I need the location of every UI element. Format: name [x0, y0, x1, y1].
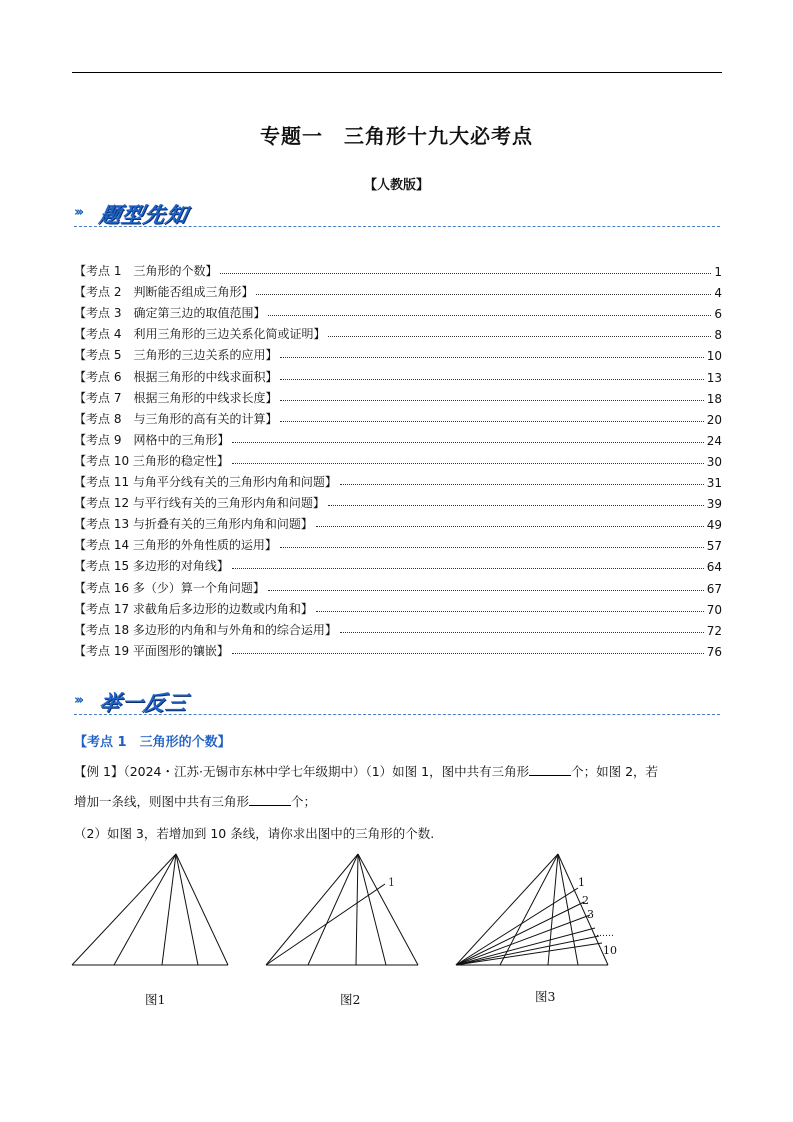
toc-entry[interactable] — [74, 553, 722, 574]
toc-entry-label: 【考点 4 利用三角形的三边关系化简或证明】 — [74, 327, 326, 342]
toc-leader-dots — [256, 294, 711, 295]
toc-entry-page: 8 — [714, 328, 722, 343]
toc-entry-label: 【考点 2 判断能否组成三角形】 — [74, 285, 254, 300]
example-text: （2024・江苏·无锡市东林中学七年级期中）（1）如图 1，图中共有三角形 — [123, 764, 530, 779]
fig1-ray — [114, 854, 176, 965]
table-of-contents — [74, 258, 722, 659]
toc-entry-label: 【考点 18 多边形的内角和与外角和的综合运用】 — [74, 622, 337, 637]
toc-entry[interactable] — [74, 574, 722, 595]
toc-entry[interactable] — [74, 258, 722, 279]
fig3-line-label-2: 2 — [582, 894, 589, 907]
fig3-line-label-3: 3 — [587, 908, 594, 921]
section-heading: 【考点 1 三角形的个数】 — [74, 735, 231, 750]
fig3-line-label-1: 1 — [578, 876, 585, 889]
example-text: 个； — [291, 794, 317, 809]
toc-leader-dots — [328, 336, 711, 337]
fig2-ray — [358, 854, 386, 965]
toc-entry-label: 【考点 11 与角平分线有关的三角形内角和问题】 — [74, 475, 337, 490]
banner-title: 题型先知 — [97, 203, 191, 227]
toc-entry[interactable] — [74, 427, 722, 448]
toc-entry-page: 70 — [706, 602, 722, 617]
toc-entry-page: 76 — [706, 644, 722, 659]
answer-blank — [529, 763, 571, 776]
toc-entry[interactable] — [74, 363, 722, 384]
toc-entry-page: 6 — [714, 307, 722, 322]
toc-entry-label: 【考点 19 平面图形的镶嵌】 — [74, 643, 229, 658]
toc-entry-page: 57 — [706, 539, 722, 554]
toc-entry-page: 49 — [706, 518, 722, 533]
toc-entry-label: 【考点 5 三角形的三边关系的应用】 — [74, 348, 278, 363]
toc-entry-label: 【考点 6 根据三角形的中线求面积】 — [74, 369, 278, 384]
toc-entry-label: 【考点 13 与折叠有关的三角形内角和问题】 — [74, 517, 313, 532]
banner-title: 举一反三 — [97, 691, 191, 715]
toc-entry-page: 18 — [706, 391, 722, 406]
fig3-side-left — [456, 854, 558, 965]
toc-entry[interactable] — [74, 617, 722, 638]
toc-entry-page: 13 — [706, 370, 722, 385]
answer-blank — [249, 793, 291, 806]
banner-practice — [74, 687, 722, 717]
toc-leader-dots — [280, 547, 704, 548]
toc-leader-dots — [232, 568, 704, 569]
toc-entry-label: 【考点 15 多边形的对角线】 — [74, 559, 229, 574]
toc-entry-page: 64 — [706, 560, 722, 575]
toc-leader-dots — [268, 590, 704, 591]
banner-divider — [74, 226, 720, 227]
example-text: 个；如图 2，若 — [571, 764, 659, 779]
chevrons-icon: ››› — [74, 205, 82, 220]
toc-entry[interactable] — [74, 448, 722, 469]
toc-entry-page: 67 — [706, 581, 722, 596]
fig2-side-right — [358, 854, 418, 965]
banner-divider — [74, 714, 720, 715]
fig2-added-line — [266, 884, 385, 965]
toc-leader-dots — [340, 632, 704, 633]
toc-leader-dots — [280, 421, 703, 422]
toc-entry[interactable] — [74, 532, 722, 553]
toc-leader-dots — [316, 526, 704, 527]
toc-entry-page: 31 — [706, 476, 722, 491]
toc-entry-page: 39 — [706, 497, 722, 512]
chevrons-icon: ››› — [74, 693, 82, 708]
toc-leader-dots — [328, 505, 704, 506]
toc-entry[interactable] — [74, 511, 722, 532]
toc-leader-dots — [340, 484, 704, 485]
toc-entry-label: 【考点 8 与三角形的高有关的计算】 — [74, 411, 278, 426]
example-line-1 — [74, 762, 724, 782]
toc-entry-page: 30 — [706, 454, 722, 469]
toc-entry[interactable] — [74, 279, 722, 300]
fig1-ray — [176, 854, 198, 965]
toc-entry[interactable] — [74, 406, 722, 427]
fig3-ellipsis: …… — [596, 929, 614, 939]
page-title: 专题一 三角形十九大必考点 — [260, 124, 533, 148]
edition-label: 【人教版】 — [363, 178, 429, 193]
top-rule — [72, 72, 722, 73]
figure-3-triangle — [450, 850, 625, 972]
toc-leader-dots — [232, 653, 704, 654]
toc-entry[interactable] — [74, 596, 722, 617]
toc-entry[interactable] — [74, 300, 722, 321]
fig1-side-right — [176, 854, 228, 965]
fig1-side-left — [72, 854, 176, 965]
fig2-ray — [356, 854, 358, 965]
figure-2-caption: 图2 — [340, 992, 361, 1007]
figure-2-triangle — [258, 850, 428, 972]
toc-leader-dots — [268, 315, 711, 316]
toc-entry-label: 【考点 16 多（少）算一个角问题】 — [74, 580, 265, 595]
toc-entry-page: 20 — [706, 412, 722, 427]
toc-entry[interactable] — [74, 490, 722, 511]
toc-entry[interactable] — [74, 321, 722, 342]
toc-entry-label: 【考点 10 三角形的稳定性】 — [74, 453, 229, 468]
toc-entry-page: 72 — [706, 623, 722, 638]
figure-3-caption: 图3 — [535, 989, 556, 1004]
toc-entry-page: 10 — [706, 349, 722, 364]
toc-entry-label: 【考点 9 网格中的三角形】 — [74, 432, 230, 447]
banner-overview — [74, 199, 722, 229]
toc-entry-label: 【考点 7 根据三角形的中线求长度】 — [74, 390, 278, 405]
toc-entry-label: 【考点 1 三角形的个数】 — [74, 264, 218, 279]
toc-leader-dots — [280, 379, 703, 380]
example-line-2 — [74, 792, 724, 812]
toc-entry-page: 4 — [714, 286, 722, 301]
toc-entry-page: 24 — [706, 433, 722, 448]
toc-entry[interactable] — [74, 342, 722, 363]
figure-1-caption: 图1 — [145, 992, 166, 1007]
example-label: 【例 1】 — [74, 764, 124, 779]
fig1-ray — [162, 854, 176, 965]
fig2-line-label: 1 — [388, 876, 395, 889]
toc-leader-dots — [220, 273, 711, 274]
toc-entry-label: 【考点 14 三角形的外角性质的运用】 — [74, 538, 277, 553]
toc-entry[interactable] — [74, 469, 722, 490]
fig2-ray — [308, 854, 358, 965]
toc-leader-dots — [280, 357, 703, 358]
toc-entry-label: 【考点 17 求截角后多边形的边数或内角和】 — [74, 601, 313, 616]
figure-1-triangle — [66, 850, 236, 972]
toc-entry-label: 【考点 12 与平行线有关的三角形内角和问题】 — [74, 496, 325, 511]
example-text: 增加一条线，则图中共有三角形 — [74, 794, 250, 809]
example-line-3: （2）如图 3，若增加到 10 条线，请你求出图中的三角形的个数. — [74, 826, 435, 841]
toc-leader-dots — [232, 442, 703, 443]
toc-entry-label: 【考点 3 确定第三边的取值范围】 — [74, 306, 266, 321]
toc-leader-dots — [316, 611, 704, 612]
toc-entry[interactable] — [74, 638, 722, 659]
fig3-added-line — [456, 928, 595, 965]
toc-leader-dots — [280, 400, 703, 401]
fig2-side-left — [266, 854, 358, 965]
toc-leader-dots — [232, 463, 704, 464]
toc-entry[interactable] — [74, 385, 722, 406]
toc-entry-page: 1 — [714, 265, 722, 280]
fig3-line-label-10: 10 — [603, 944, 617, 957]
